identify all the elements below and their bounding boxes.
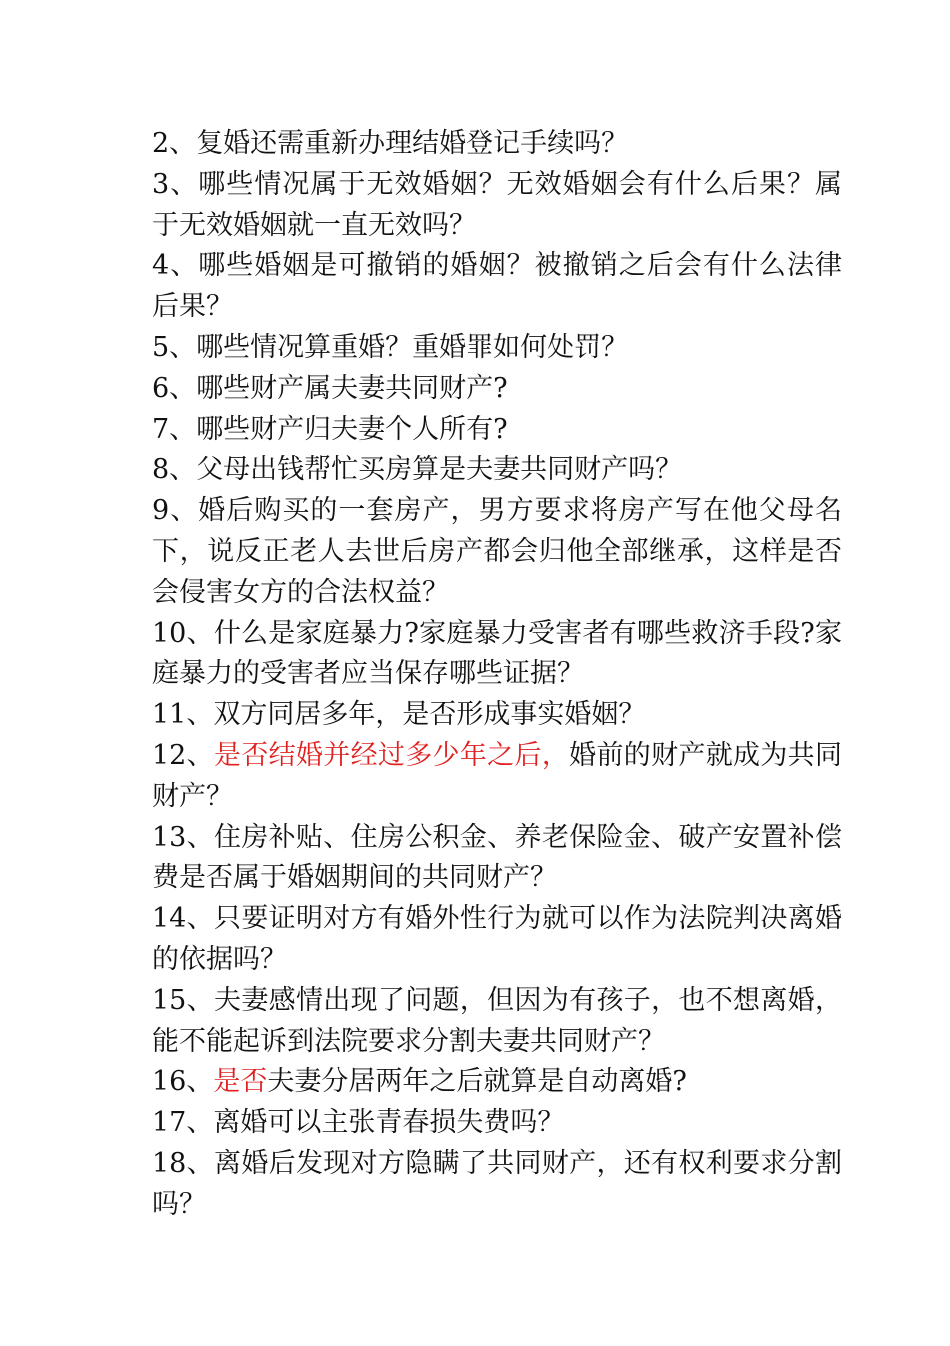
item-number: 14、 [152, 903, 214, 935]
list-item [152, 450, 842, 491]
item-number: 11、 [152, 699, 214, 731]
list-item [152, 1062, 842, 1103]
item-number: 7、 [152, 413, 197, 445]
list-item [152, 410, 842, 451]
item-number: 10、 [152, 617, 214, 649]
item-number: 6、 [152, 372, 197, 404]
item-number: 9、 [152, 495, 199, 527]
item-text: 离婚后发现对方隐瞒了共同财产，还有权利要求分割吗？ [152, 1147, 843, 1220]
question-list [152, 124, 842, 1226]
list-item [152, 1103, 842, 1144]
list-item [152, 736, 842, 818]
item-number: 2、 [152, 128, 197, 159]
item-text: 婚前的财产就成为共同财产？ [152, 739, 843, 812]
item-number: 12、 [152, 739, 214, 771]
item-text: 什么是家庭暴力?家庭暴力受害者有哪些救济手段?家庭暴力的受害者应当保存哪些证据？ [152, 617, 842, 690]
item-number: 15、 [152, 984, 214, 1016]
list-item [152, 491, 842, 613]
list-item [152, 899, 842, 981]
list-item [152, 328, 842, 369]
item-number: 16、 [152, 1066, 214, 1098]
item-text: 复婚还需重新办理结婚登记手续吗？ [196, 128, 629, 159]
item-text: 父母出钱帮忙买房算是夫妻共同财产吗？ [196, 454, 683, 486]
list-item [152, 818, 842, 900]
highlighted-text: 是否结婚并经过多少年之后， [214, 739, 570, 771]
list-item [152, 246, 842, 328]
item-text: 哪些财产归夫妻个人所有? [196, 413, 508, 445]
item-text: 夫妻分居两年之后就算是自动离婚? [267, 1066, 687, 1098]
item-text: 只要证明对方有婚外性行为就可以作为法院判决离婚的依据吗？ [152, 903, 843, 975]
item-text: 住房补贴、住房公积金、养老保险金、破产安置补偿费是否属于婚姻期间的共同财产？ [152, 821, 843, 894]
list-item [152, 981, 842, 1063]
item-text: 离婚可以主张青春损失费吗？ [213, 1107, 565, 1139]
item-text: 双方同居多年，是否形成事实婚姻？ [213, 699, 646, 731]
highlighted-text: 是否 [213, 1066, 268, 1098]
item-number: 8、 [152, 454, 197, 486]
item-number: 3、 [152, 168, 199, 200]
item-text: 哪些财产属夫妻共同财产? [196, 372, 508, 404]
list-item [152, 124, 842, 165]
item-text: 夫妻感情出现了问题，但因为有孩子，也不想离婚，能不能起诉到法院要求分割夫妻共同财产？ [152, 984, 843, 1057]
item-text: 哪些情况算重婚？重婚罪如何处罚？ [196, 331, 629, 363]
item-number: 13、 [152, 821, 214, 853]
list-item [152, 1144, 842, 1226]
item-text: 哪些情况属于无效婚姻？无效婚姻会有什么后果？属于无效婚姻就一直无效吗？ [152, 168, 842, 241]
item-text: 哪些婚姻是可撤销的婚姻？被撤销之后会有什么法律后果？ [152, 250, 842, 323]
item-number: 18、 [152, 1147, 214, 1179]
item-number: 5、 [152, 331, 197, 363]
list-item [152, 165, 842, 247]
list-item [152, 369, 842, 410]
list-item [152, 614, 842, 696]
list-item [152, 695, 842, 736]
item-number: 17、 [152, 1107, 214, 1139]
item-text: 婚后购买的一套房产，男方要求将房产写在他父母名下，说反正老人去世后房产都会归他全部继承，这样是否会侵害女方的合法权益？ [152, 495, 842, 608]
item-number: 4、 [152, 250, 199, 282]
